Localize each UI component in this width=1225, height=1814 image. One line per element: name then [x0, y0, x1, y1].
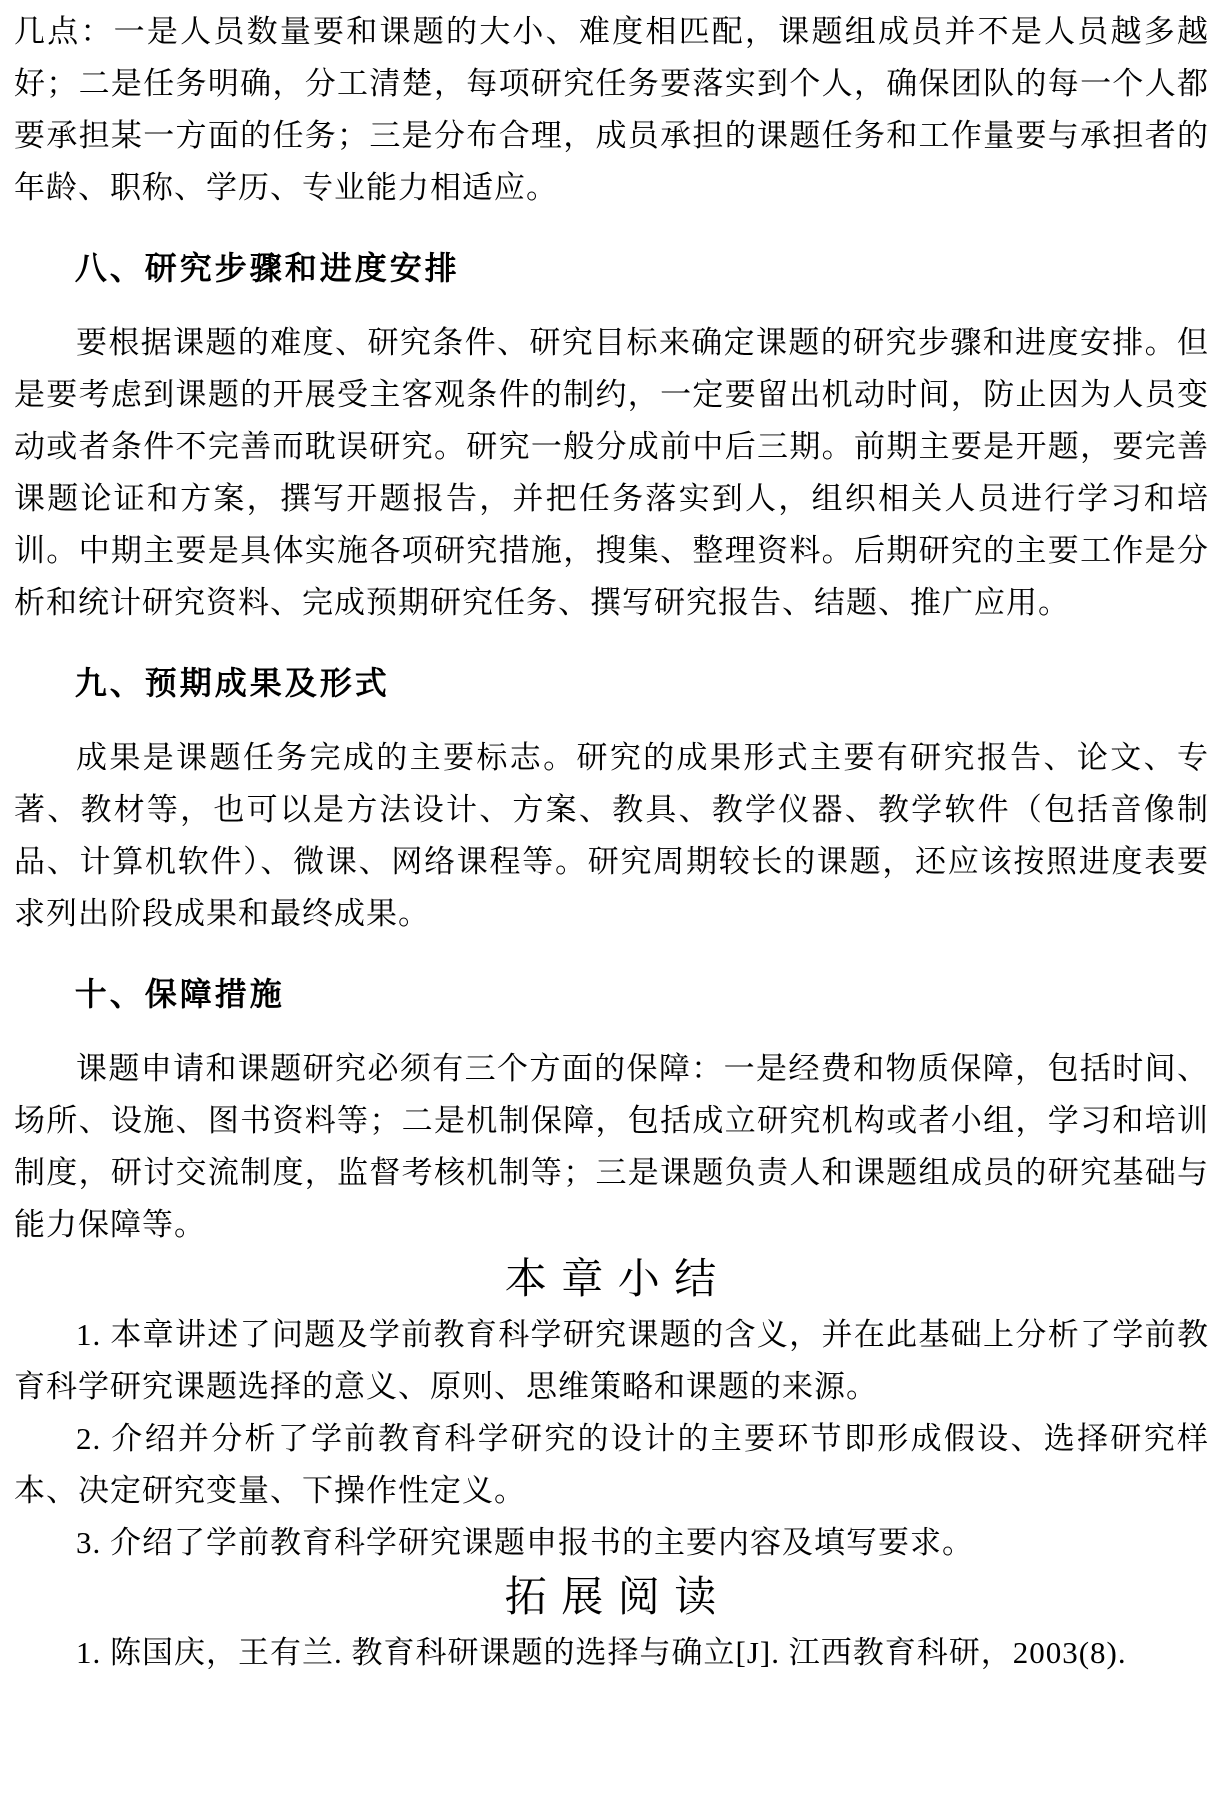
- chapter-summary-item-1: 1. 本章讲述了问题及学前教育科学研究课题的含义，并在此基础上分析了学前教育科学研究课题选择的意义、原则、思维策略和课题的来源。: [14, 1317, 1209, 1404]
- paragraph-expected-results: 成果是课题任务完成的主要标志。研究的成果形式主要有研究报告、论文、专著、教材等，也可以是方法设计、方案、教具、教学仪器、教学软件（包括音像制品、计算机软件）、微课、网络课程等。研究周期较长的课题，还应该按照进度表要求列出阶段成果和最终成果。: [14, 740, 1209, 931]
- section-heading-research-steps: 八、研究步骤和进度安排: [74, 250, 460, 286]
- section-heading-expected-results: 九、预期成果及形式: [74, 665, 390, 701]
- chapter-summary-item-2: 2. 介绍并分析了学前教育科学研究的设计的主要环节即形成假设、选择研究样本、决定研究变量、下操作性定义。: [14, 1421, 1209, 1508]
- chapter-summary-title: 本 章 小 结: [504, 1257, 719, 1303]
- paragraph-continuation: 几点：一是人员数量要和课题的大小、难度相匹配，课题组成员并不是人员越多越好；二是任务明确，分工清楚，每项研究任务要落实到个人，确保团队的每一个人都要承担某一方面的任务；三是分布合理，成员承担的课题任务和工作量要与承担者的年龄、职称、学历、专业能力相适应。: [14, 14, 1209, 205]
- paragraph-research-steps: 要根据课题的难度、研究条件、研究目标来确定课题的研究步骤和进度安排。但是要考虑到课题的开展受主客观条件的制约，一定要留出机动时间，防止因为人员变动或者条件不完善而耽误研究。研究一般分成前中后三期。前期主要是开题，要完善课题论证和方案，撰写开题报告，并把任务落实到人，组织相关人员进行学习和培训。中期主要是具体实施各项研究措施，搜集、整理资料。后期研究的主要工作是分析和统计研究资料、完成预期研究任务、撰写研究报告、结题、推广应用。: [14, 325, 1209, 620]
- extended-reading-title: 拓 展 阅 读: [504, 1575, 719, 1621]
- section-heading-safeguard-measures: 十、保障措施: [74, 976, 285, 1012]
- reference-item-1: 1. 陈国庆，王有兰. 教育科研课题的选择与确立[J]. 江西教育科研，2003(8).: [76, 1635, 1127, 1670]
- chapter-summary-item-3: 3. 介绍了学前教育科学研究课题申报书的主要内容及填写要求。: [76, 1525, 974, 1560]
- paragraph-safeguard-measures: 课题申请和课题研究必须有三个方面的保障：一是经费和物质保障，包括时间、场所、设施、图书资料等；二是机制保障，包括成立研究机构或者小组，学习和培训制度，研讨交流制度，监督考核机制等；三是课题负责人和课题组成员的研究基础与能力保障等。: [14, 1051, 1209, 1242]
